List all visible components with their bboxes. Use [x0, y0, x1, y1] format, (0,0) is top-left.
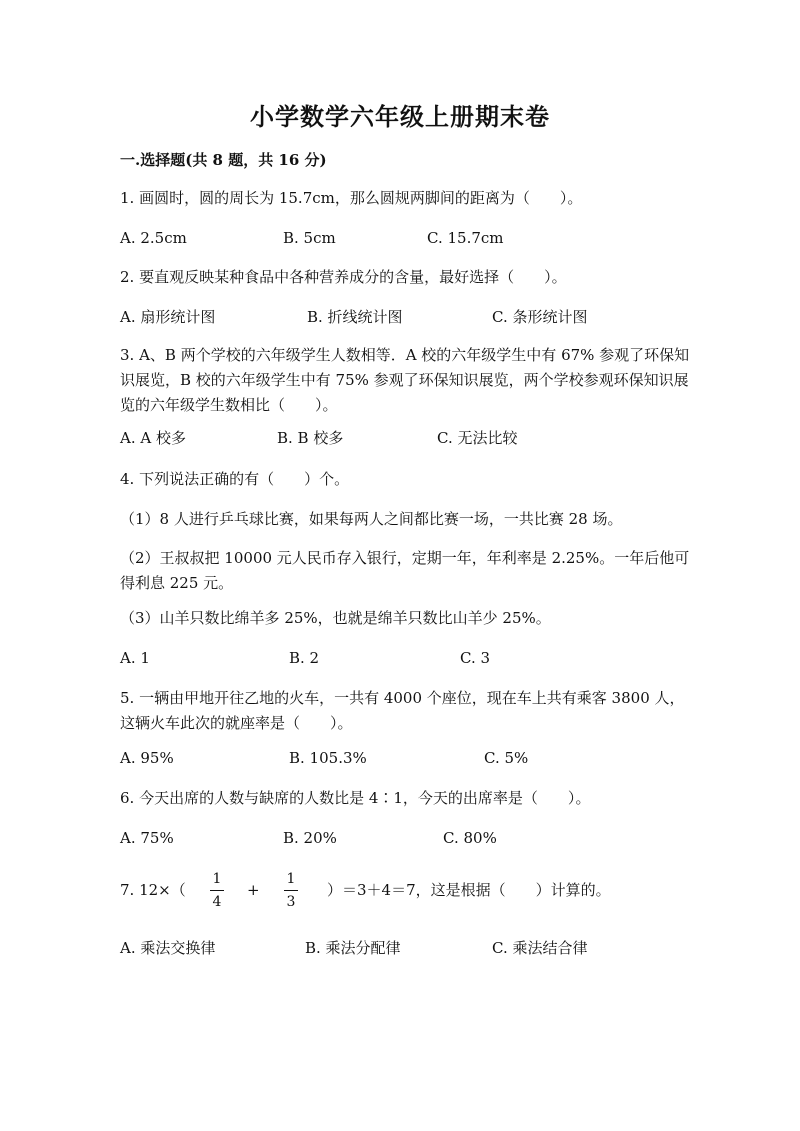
q6-option-c: C. 80% — [443, 829, 497, 847]
fraction-bar — [284, 890, 298, 891]
question-4: 4. 下列说法正确的有（ ）个。 — [120, 470, 350, 488]
q5-option-a: A. 95% — [120, 749, 174, 767]
q4-statement-2: （2）王叔叔把 10000 元人民币存入银行，定期一年，年利率是 2.25%。一年后他可得利息 225 元。 — [120, 549, 690, 592]
q3-option-c: C. 无法比较 — [437, 429, 518, 447]
q1-option-c: C. 15.7cm — [427, 229, 504, 247]
question-3: 3. A、B 两个学校的六年级学生人数相等．A 校的六年级学生中有 67% 参观了环保知识展览，B 校的六年级学生中有 75% 参观了环保知识展览，两个学校参观环保知识展览的六年级学生数相比（ ）。 — [120, 346, 690, 414]
q7-option-c: C. 乘法结合律 — [492, 939, 588, 957]
q6-option-a: A. 75% — [120, 829, 174, 847]
q5-option-b: B. 105.3% — [289, 749, 367, 767]
question-1: 1. 画圆时，圆的周长为 15.7cm，那么圆规两脚间的距离为（ ）。 — [120, 189, 583, 207]
q2-option-c: C. 条形统计图 — [492, 308, 588, 326]
section-heading: 一.选择题(共 8 题，共 16 分) — [120, 151, 327, 169]
q7-fraction-1-denominator: 4 — [212, 894, 222, 910]
q6-option-b: B. 20% — [283, 829, 337, 847]
q1-option-a: A. 2.5cm — [120, 229, 187, 247]
q7-plus-sign: + — [247, 881, 260, 899]
q2-option-a: A. 扇形统计图 — [120, 308, 216, 326]
q4-option-b: B. 2 — [289, 649, 320, 667]
q7-fraction-1-numerator: 1 — [212, 871, 222, 887]
question-2: 2. 要直观反映某种食品中各种营养成分的含量，最好选择（ ）。 — [120, 268, 567, 286]
q7-text-after: ）＝3＋4＝7，这是根据（ ）计算的。 — [327, 881, 611, 899]
q7-option-a: A. 乘法交换律 — [120, 939, 216, 957]
q7-fraction-2 — [284, 870, 298, 911]
q5-option-c: C. 5% — [484, 749, 529, 767]
q3-option-b: B. B 校多 — [277, 429, 344, 447]
q2-option-b: B. 折线统计图 — [307, 308, 403, 326]
q7-fraction-2-numerator: 1 — [286, 871, 296, 887]
q4-option-a: A. 1 — [120, 649, 150, 667]
question-5: 5. 一辆由甲地开往乙地的火车，一共有 4000 个座位，现在车上共有乘客 3800 人，这辆火车此次的就座率是（ ）。 — [120, 689, 685, 732]
question-6: 6. 今天出席的人数与缺席的人数比是 4∶1，今天的出席率是（ ）。 — [120, 789, 591, 807]
page-title: 小学数学六年级上册期末卷 — [250, 102, 550, 131]
q4-statement-3: （3）山羊只数比绵羊多 25%，也就是绵羊只数比山羊少 25%。 — [120, 609, 551, 627]
q7-fraction-2-denominator: 3 — [286, 894, 296, 910]
q4-statement-1: （1）8 人进行乒乓球比赛，如果每两人之间都比赛一场，一共比赛 28 场。 — [120, 510, 623, 528]
q1-option-b: B. 5cm — [283, 229, 336, 247]
q7-option-b: B. 乘法分配律 — [305, 939, 401, 957]
q4-option-c: C. 3 — [460, 649, 491, 667]
q3-option-a: A. A 校多 — [120, 429, 186, 447]
q7-fraction-1 — [210, 870, 224, 911]
fraction-bar — [210, 890, 224, 891]
q7-text-before: 7. 12×（ — [120, 881, 186, 899]
